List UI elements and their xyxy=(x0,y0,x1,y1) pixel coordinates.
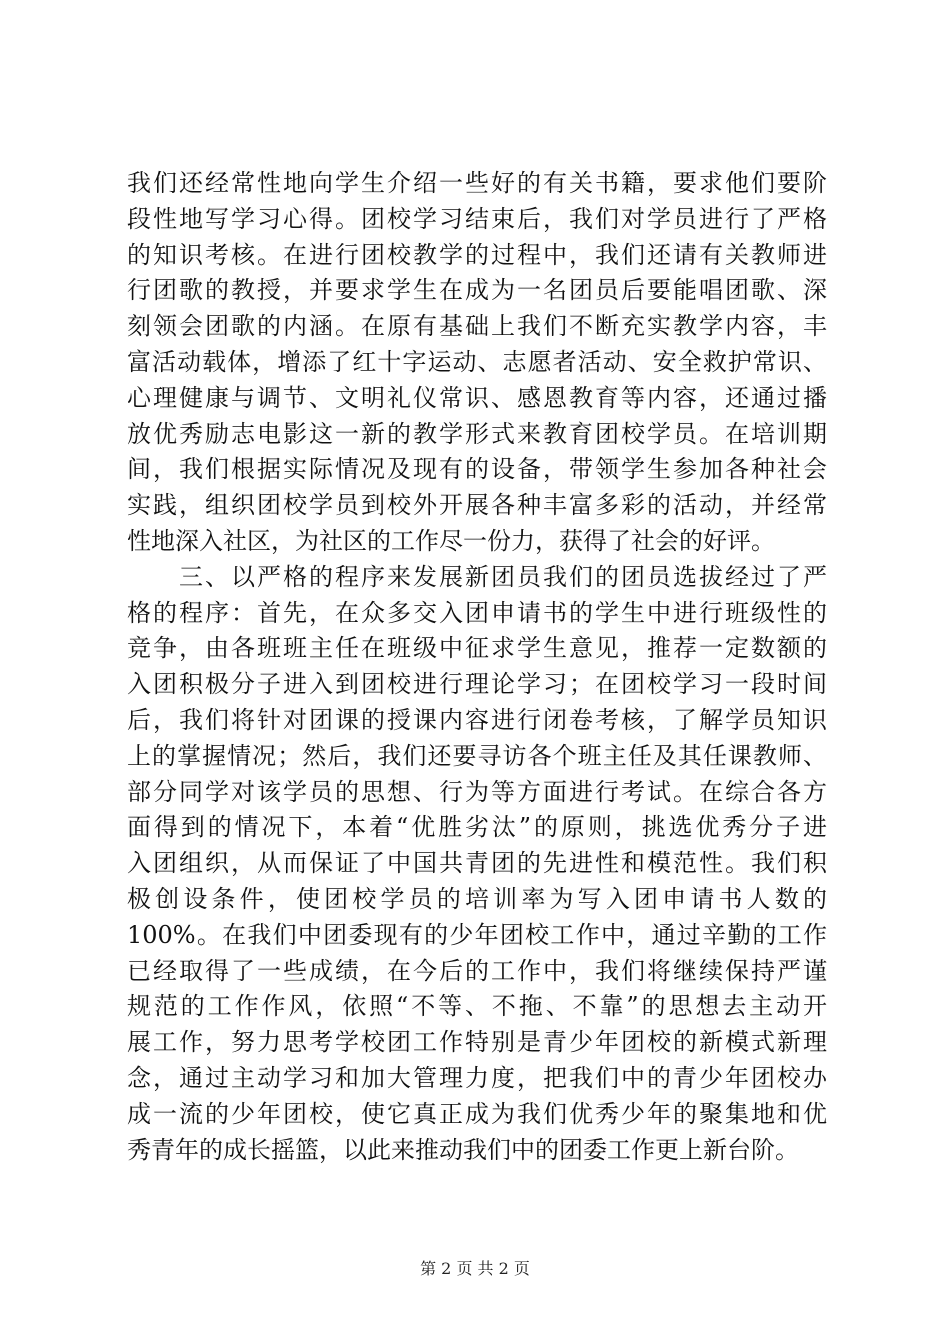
paragraph xyxy=(127,166,827,560)
text-line: 竞争，由各班班主任在班级中征求学生意见，推荐一定数额的 xyxy=(127,634,827,663)
text-line: 100%。在我们中团委现有的少年团校工作中，通过辛勤的工作 xyxy=(127,920,827,949)
text-line: 的知识考核。在进行团校教学的过程中，我们还请有关教师进 xyxy=(127,240,827,269)
text-line: 上的掌握情况；然后，我们还要寻访各个班主任及其任课教师、 xyxy=(127,741,827,770)
text-line: 格的程序：首先，在众多交入团申请书的学生中进行班级性的 xyxy=(127,598,827,627)
text-line: 我们还经常性地向学生介绍一些好的有关书籍，要求他们要阶 xyxy=(127,169,827,197)
text-line: 性地深入社区，为社区的工作尽一份力，获得了社会的好评。 xyxy=(127,526,775,555)
text-line: 成一流的少年团校，使它真正成为我们优秀少年的聚集地和优 xyxy=(127,1099,827,1128)
paragraph xyxy=(127,560,827,1169)
text-line: 秀青年的成长摇篮，以此来推动我们中的团委工作更上新台阶。 xyxy=(127,1135,799,1164)
text-line: 已经取得了一些成绩，在今后的工作中，我们将继续保持严谨 xyxy=(127,956,827,985)
text-line: 心理健康与调节、文明礼仪常识、感恩教育等内容，还通过播 xyxy=(127,383,827,412)
text-line: 入团积极分子进入到团校进行理论学习；在团校学习一段时间 xyxy=(127,670,827,699)
text-line: 富活动载体，增添了红十字运动、志愿者活动、安全救护常识、 xyxy=(127,347,827,376)
document-body xyxy=(127,166,827,1168)
text-line: 实践，组织团校学员到校外开展各种丰富多彩的活动，并经常 xyxy=(127,491,827,520)
text-line: 三、以严格的程序来发展新团员我们的团员选拔经过了严 xyxy=(127,562,827,591)
text-line: 极创设条件，使团校学员的培训率为写入团申请书人数的 xyxy=(127,884,827,913)
text-line: 行团歌的教授，并要求学生在成为一名团员后要能唱团歌、深 xyxy=(127,276,827,305)
text-line: 念，通过主动学习和加大管理力度，把我们中的青少年团校办 xyxy=(127,1063,827,1092)
text-line: 刻领会团歌的内涵。在原有基础上我们不断充实教学内容，丰 xyxy=(127,312,827,341)
text-line: 放优秀励志电影这一新的教学形式来教育团校学员。在培训期 xyxy=(127,419,827,448)
text-line: 展工作，努力思考学校团工作特别是青少年团校的新模式新理 xyxy=(127,1028,827,1057)
text-line: 面得到的情况下，本着“优胜劣汰”的原则，挑选优秀分子进 xyxy=(127,813,827,842)
text-line: 部分同学对该学员的思想、行为等方面进行考试。在综合各方 xyxy=(127,777,827,806)
text-line: 规范的工作作风，依照“不等、不拖、不靠”的思想去主动开 xyxy=(127,992,827,1021)
text-line: 后，我们将针对团课的授课内容进行闭卷考核，了解学员知识 xyxy=(127,705,827,734)
text-line: 间，我们根据实际情况及现有的设备，带领学生参加各种社会 xyxy=(127,455,827,484)
text-line: 段性地写学习心得。团校学习结束后，我们对学员进行了严格 xyxy=(127,204,827,233)
text-line: 入团组织，从而保证了中国共青团的先进性和模范性。我们积 xyxy=(127,849,827,878)
page-number-footer: 第 2 页 共 2 页 xyxy=(420,1259,530,1278)
